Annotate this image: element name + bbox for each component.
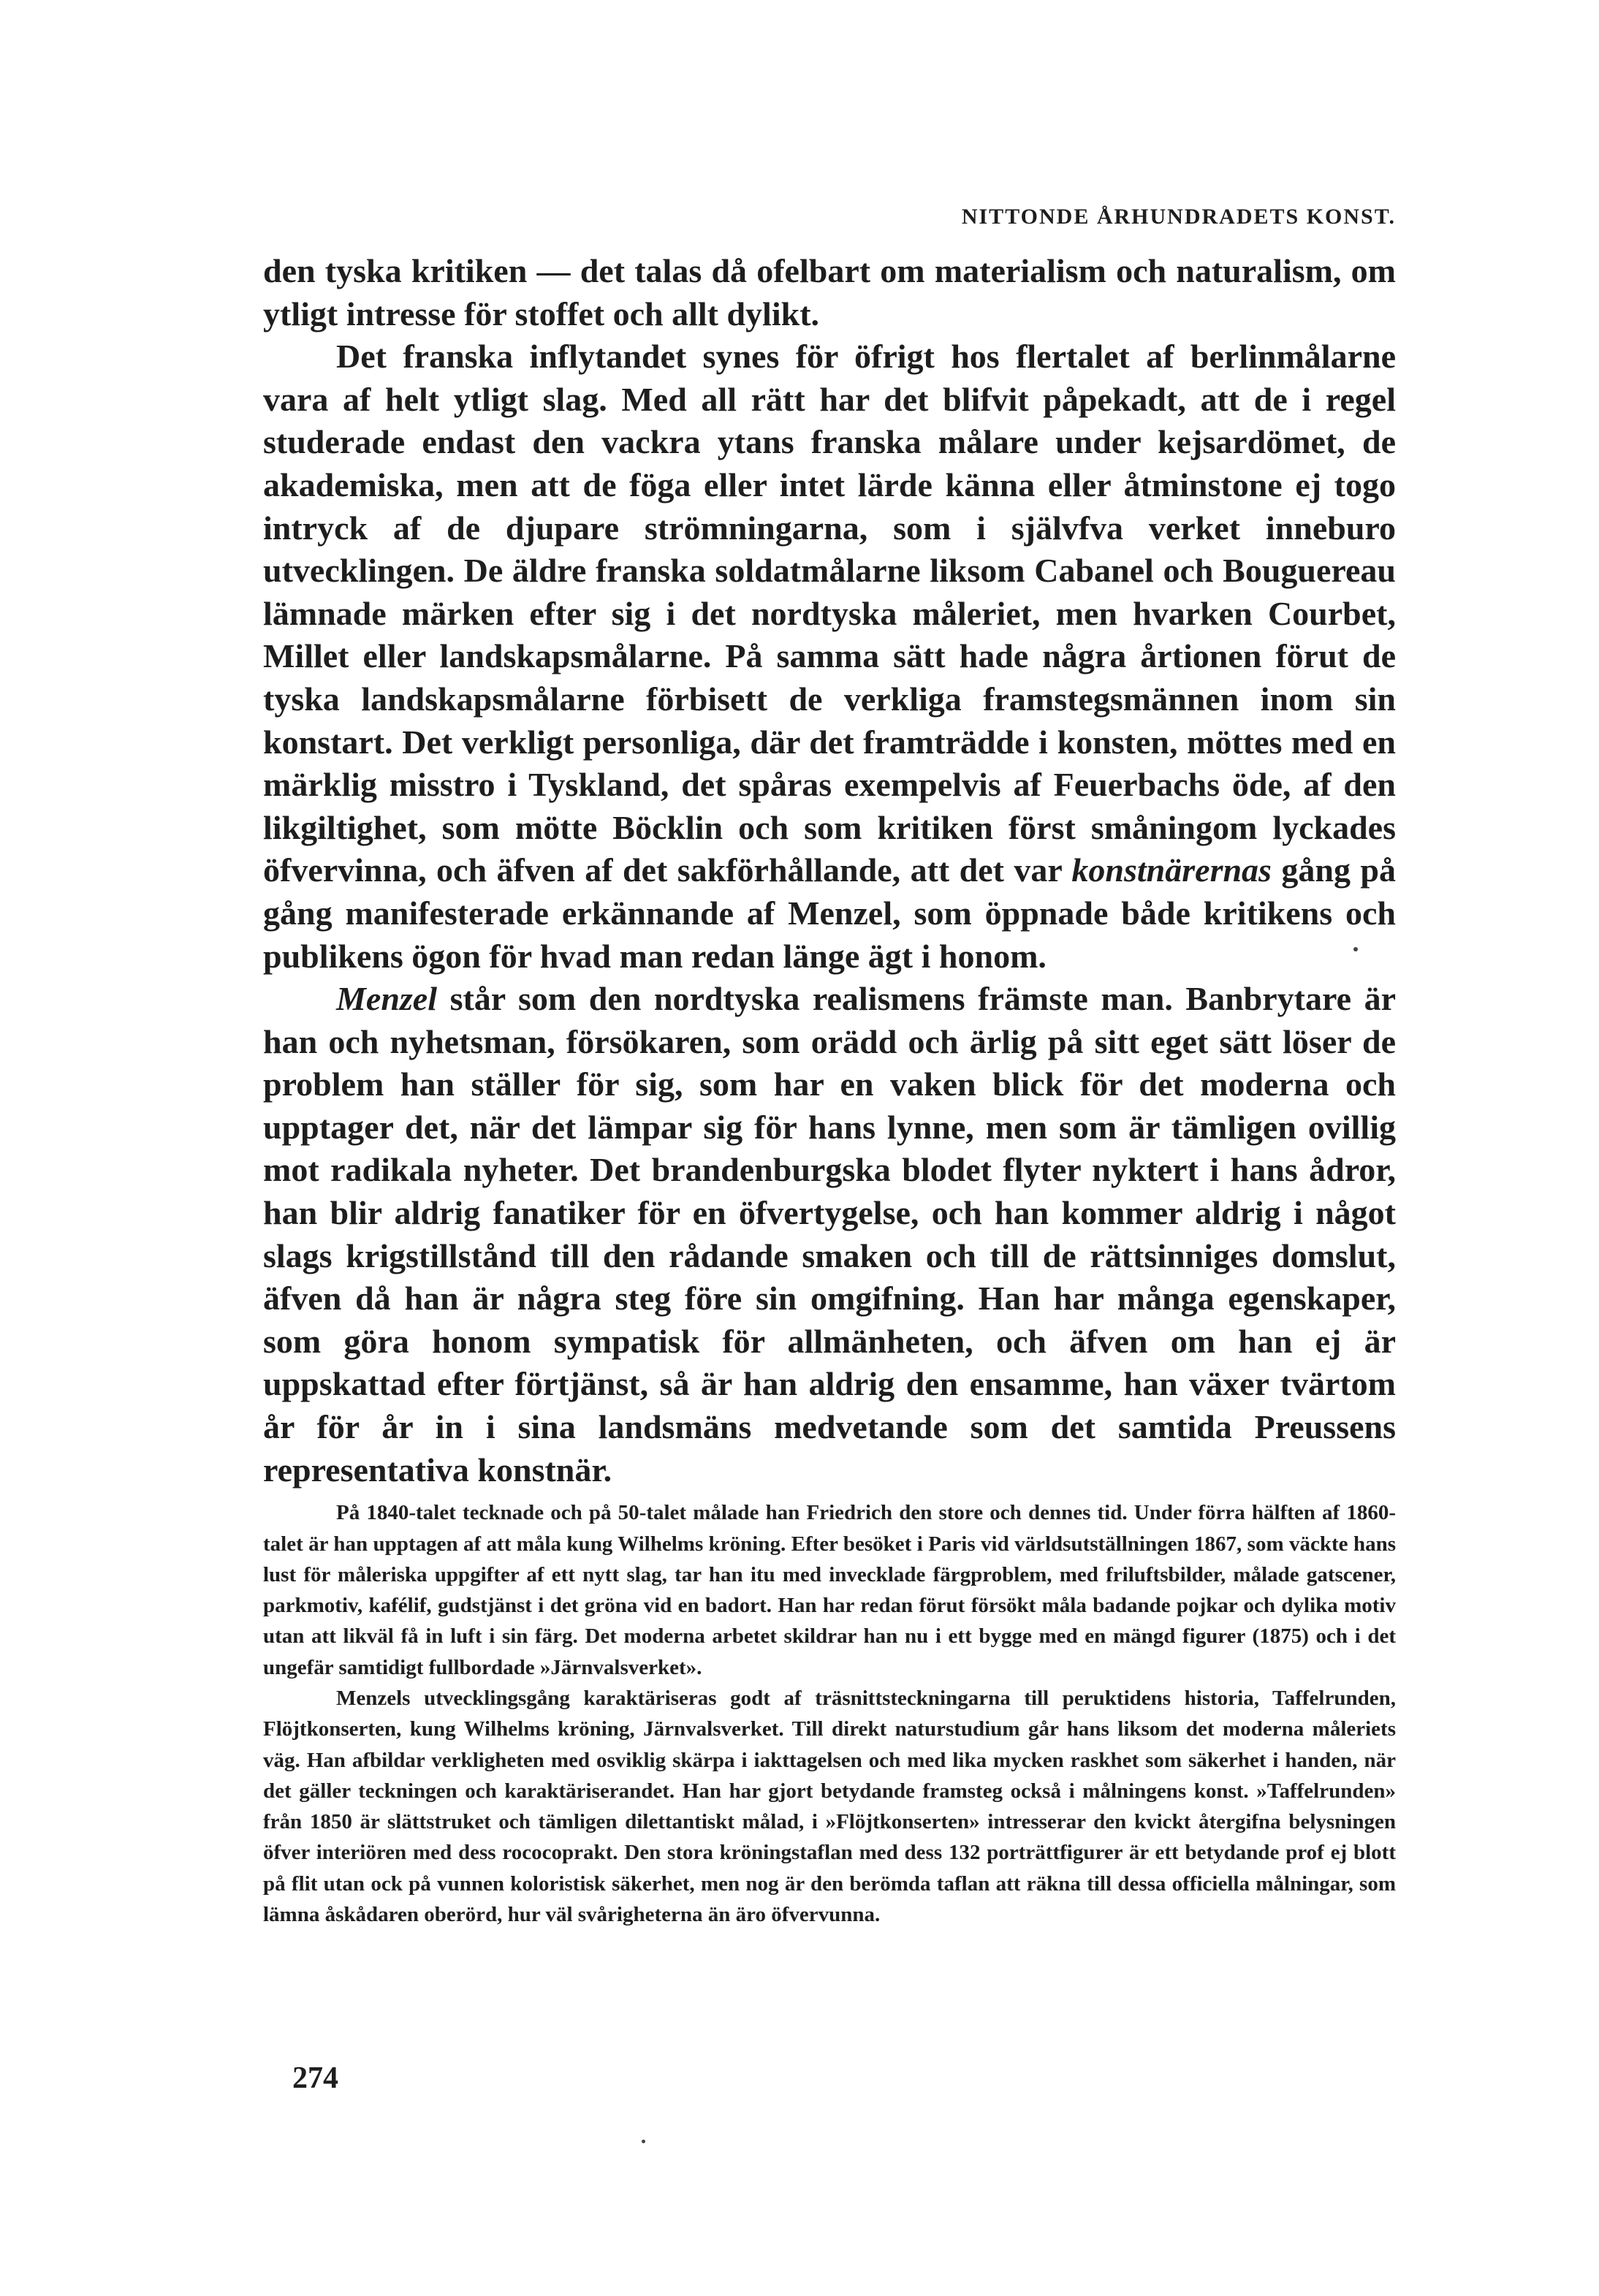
running-head: NITTONDE ÅRHUNDRADETS KONST. <box>961 205 1396 229</box>
page-number: 274 <box>292 2061 338 2095</box>
paragraph-1 <box>263 250 1396 335</box>
paragraph-1-text: den tyska kritiken — det talas då ofelbart om materialism och naturalism, om ytligt intresse för stoffet och allt dylikt. <box>263 252 1396 332</box>
paragraph-3 <box>263 978 1396 1491</box>
notes-section <box>263 1497 1396 1930</box>
note-2-text: Menzels utvecklingsgång karaktäriseras godt af träsnittsteckningarna till peruktidens historia, Taffelrunden, Flöjtkonserten, kung Wilhelms kröning, Järnvalsverket. Till direkt naturstudium går hans liksom det moderna måleriets väg. Han afbildar verkligheten med osviklig skärpa i iakttagelsen och med lika mycken raskhet som säkerhet i handen, när det gäller teckningen och karaktäriserandet. Han har gjort betydande framsteg också i målningens konst. »Taffelrunden» från 1850 är slättstruket och tämligen dilettantiskt målad, i »Flöjtkonserten» intresserar den kvickt återgifna belysningen öfver interiören med dess rococoprakt. Den stora kröningstaflan med dess 132 porträttfigurer är ett betydande prof ej blott på flit utan ock på vunnen koloristisk säkerhet, men nog är den berömda taflan att räkna till dessa officiella målningar, som lämna åskådaren oberörd, hur väl svårigheterna än äro öfvervunna. <box>263 1687 1396 1927</box>
page-content <box>263 205 1396 1930</box>
paragraph-2 <box>263 335 1396 978</box>
note-1 <box>263 1497 1396 1683</box>
note-2 <box>263 1683 1396 1930</box>
paragraph-3-text: står som den nordtyska realismens främste man. Banbrytare är han och nyhetsman, försökaren, som orädd och ärlig på sitt eget sätt löser de problem han ställer för sig, som har en vaken blick för det moderna och upptager det, när det lämpar sig för hans lynne, men som är tämligen ovillig mot radikala nyheter. Det brandenburgska blodet flyter nyktert i hans ådror, han blir aldrig fanatiker för en öfvertygelse, och han kommer aldrig i något slags krigstillstånd till den rådande smaken och till de rättsinniges domslut, äfven då han är några steg före sin omgifning. Han har många egenskaper, som göra honom sympatisk för allmänheten, och äfven om han ej är uppskattad efter förtjänst, så är han aldrig den ensamme, han växer tvärtom år för år in i sina landsmäns medvetande som det samtida Preussens representativa konstnär. <box>263 980 1396 1489</box>
paragraph-2-emphasis: konstnärernas <box>1071 851 1272 889</box>
print-speck <box>1353 947 1358 951</box>
paragraph-3-emphasis: Menzel <box>336 980 437 1018</box>
print-speck <box>642 2140 645 2143</box>
paragraph-2-text-b: gång på gång manifesterade erkännande af Menzel, som öppnade både kritikens och publikens ögon för hvad man redan länge ägt i honom. <box>263 851 1396 975</box>
main-text <box>263 250 1396 1491</box>
paragraph-2-text-a: Det franska inflytandet synes för öfrigt hos flertalet af berlinmålarne vara af helt ytligt slag. Med all rätt har det blifvit påpekadt, att de i regel studerade endast den vackra ytans franska målare under kejsardömet, de akademiska, men att de föga eller intet lärde känna eller åtminstone ej togo intryck af de djupare strömningarna, som i självfva verket inneburo utvecklingen. De äldre franska soldatmålarne liksom Cabanel och Bouguereau lämnade märken efter sig i det nordtyska måleriet, men hvarken Courbet, Millet eller landskapsmålarne. På samma sätt hade några årtionen förut de tyska landskapsmålarne förbisett de verkliga framstegsmännen inom sin konstart. Det verkligt personliga, där det framträdde i konsten, möttes med en märklig misstro i Tyskland, det spåras exempelvis af Feuerbachs öde, af den likgiltighet, som mötte Böcklin och som kritiken först småningom lyckades öfvervinna, och äfven af det sakförhållande, att det var <box>263 338 1396 889</box>
note-1-text: På 1840-talet tecknade och på 50-talet målade han Friedrich den store och dennes tid. Under förra hälften af 1860-talet är han upptagen af att måla kung Wilhelms kröning. Efter besöket i Paris vid världsutställningen 1867, som väckte hans lust för måleriska uppgifter af ett nytt slag, tar han itu med invecklade färgproblem, med friluftsbilder, målade gatscener, parkmotiv, kafélif, gudstjänst i det gröna vid en badort. Han har redan förut försökt måla badande pojkar och dylika motiv utan att likväl få in luft i sin färg. Det moderna arbetet skildrar han nu i ett bygge med en mängd figurer (1875) och i det ungefär samtidigt fullbordade »Järnvalsverket». <box>263 1501 1396 1679</box>
